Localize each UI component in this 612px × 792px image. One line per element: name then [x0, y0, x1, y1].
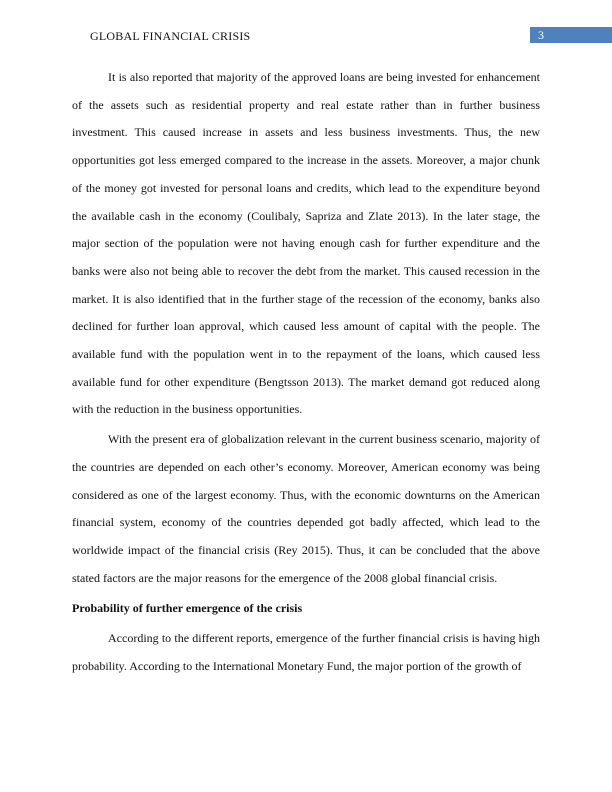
document-body	[72, 64, 540, 680]
page-number-badge	[530, 27, 612, 43]
body-paragraph-3: According to the different reports, emergence of the further financial crisis is having high probability. According to the International Monetary Fund, the major portion of the growth of	[72, 631, 540, 673]
body-paragraph-1: It is also reported that majority of the approved loans are being invested for enhancement of the assets such as residential property and real estate rather than in further business investment. This caused increase in assets and less business investments. Thus, the new opportunities got less emerged compared to the increase in the assets. Moreover, a major chunk of the money got invested for personal loans and credits, which lead to the expenditure beyond the available cash in the economy (Coulibaly, Sapriza and Zlate 2013). In the later stage, the major section of the population were not having enough cash for further expenditure and the banks were also not being able to recover the debt from the market. This caused recession in the market. It is also identified that in the further stage of the recession of the economy, banks also declined for further loan approval, which caused less amount of capital with the people. The available fund with the population went in to the repayment of the loans, which caused less available fund for other expenditure (Bengtsson 2013). The market demand got reduced along with the reduction in the business opportunities.	[72, 70, 540, 417]
body-paragraph-2: With the present era of globalization relevant in the current business scenario, majority of the countries are depended on each other’s economy. Moreover, American economy was being considered as one of the largest economy. Thus, with the economic downturns on the American financial system, economy of the countries depended got badly affected, which lead to the worldwide impact of the financial crisis (Rey 2015). Thus, it can be concluded that the above stated factors are the major reasons for the emergence of the 2008 global financial crisis.	[72, 432, 540, 585]
running-head-title: GLOBAL FINANCIAL CRISIS	[90, 29, 251, 43]
section-heading: Probability of further emergence of the crisis	[72, 601, 303, 616]
page-header	[0, 24, 612, 48]
page-number: 3	[538, 28, 544, 42]
